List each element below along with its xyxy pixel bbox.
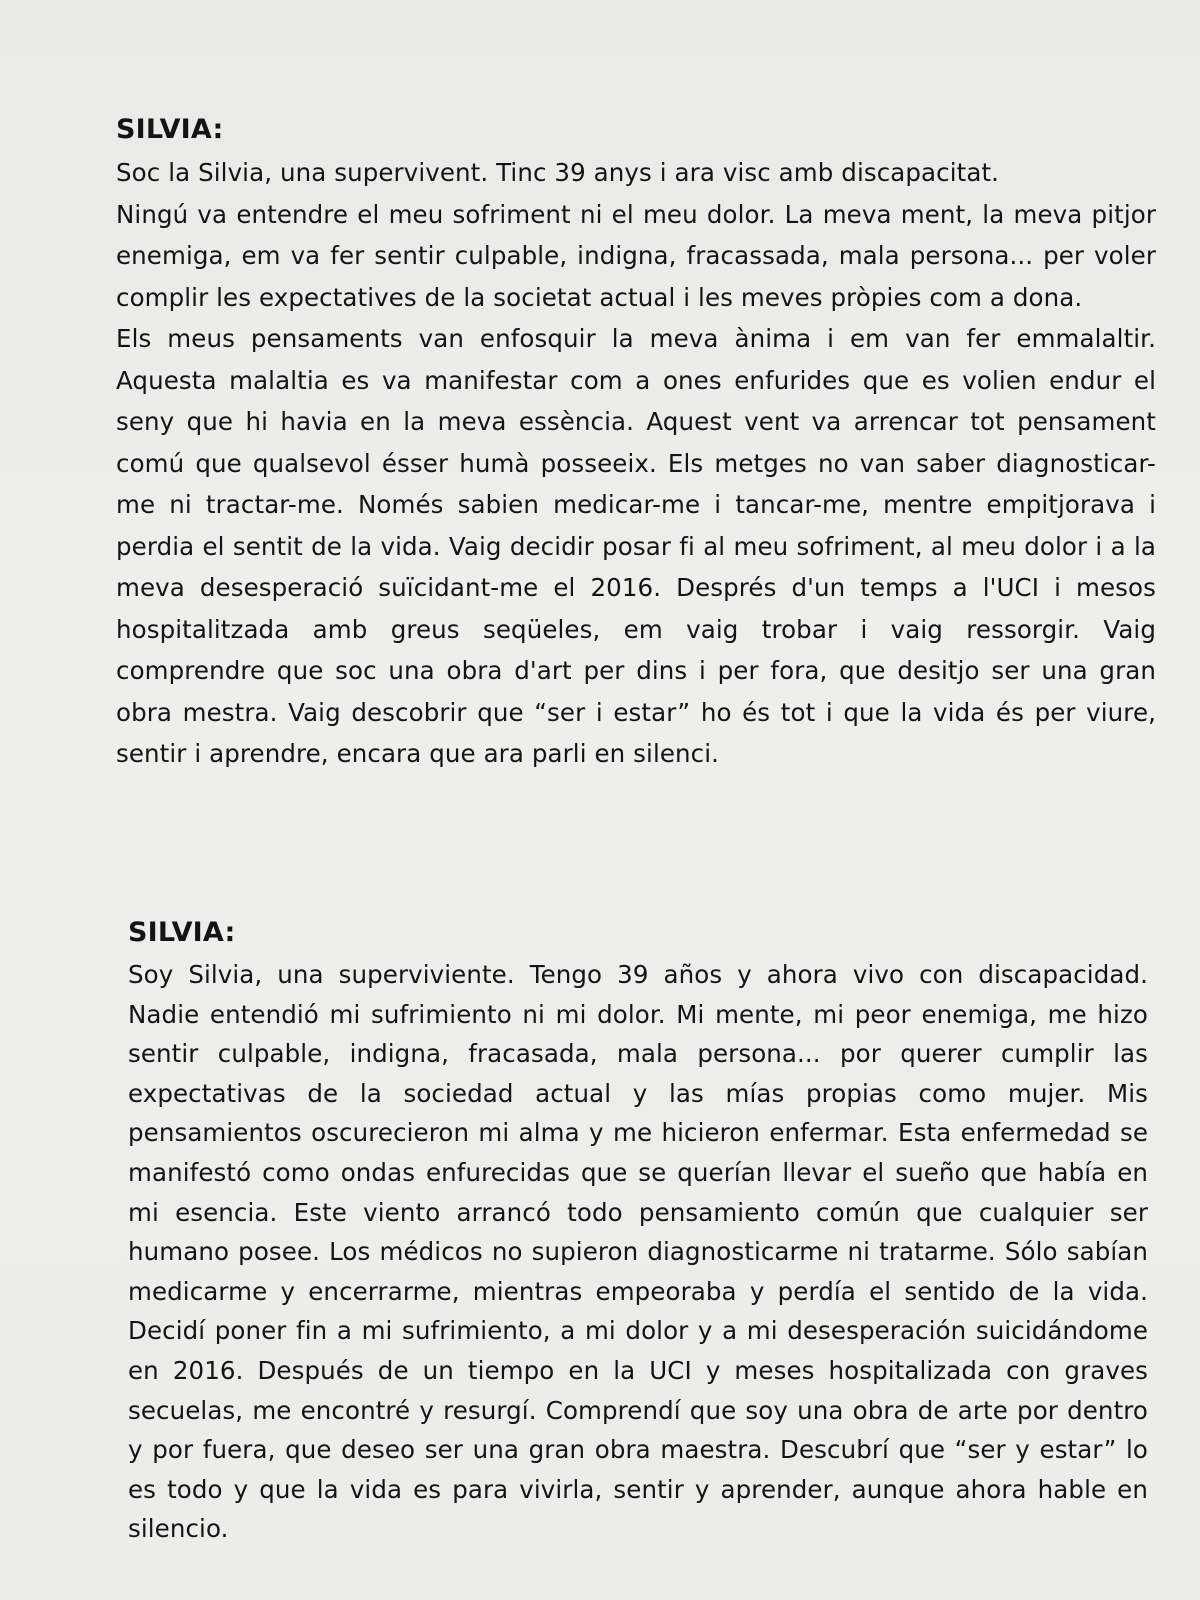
- catalan-paragraph-mind: Ningú va entendre el meu sofriment ni el meu dolor. La meva ment, la meva pitjor enemiga, em va fer sentir culpable, indigna, fracassada, mala persona... per voler complir les expectatives de la societat actual i les meves pròpies com a dona.: [116, 199, 1156, 312]
- catalan-paragraph-intro: Soc la Silvia, una supervivent. Tinc 39 anys i ara visc amb discapacitat.: [116, 158, 1000, 187]
- catalan-heading: SILVIA:: [116, 114, 224, 145]
- catalan-section: [116, 112, 1156, 775]
- spanish-section: [128, 915, 1148, 1549]
- spanish-heading: SILVIA:: [128, 917, 236, 948]
- spanish-paragraph: Soy Silvia, una superviviente. Tengo 39 años y ahora vivo con discapacidad. Nadie entendió mi sufrimiento ni mi dolor. Mi mente, mi peor enemiga, me hizo sentir culpable, indigna, fracasada, mala persona... por querer cumplir las expectativas de la sociedad actual y las mías propias como mujer. Mis pensamientos oscurecieron mi alma y me hicieron enfermar. Esta enfermedad se manifestó como ondas enfurecidas que se querían llevar el sueño que había en mi esencia. Este viento arrancó todo pensamiento común que cualquier ser humano posee. Los médicos no supieron diagnosticarme ni tratarme. Sólo sabían medicarme y encerrarme, mientras empeoraba y perdía el sentido de la vida. Decidí poner fin a mi sufrimiento, a mi dolor y a mi desesperación suicidándome en 2016. Después de un tiempo en la UCI y meses hospitalizada con graves secuelas, me encontré y resurgí. Comprendí que soy una obra de arte por dentro y por fuera, que deseo ser una gran obra maestra. Descubrí que “ser y estar” lo es todo y que la vida es para vivirla, sentir y aprender, aunque ahora hable en silencio.: [128, 960, 1148, 1544]
- catalan-paragraph-story: Els meus pensaments van enfosquir la meva ànima i em van fer emmalaltir. Aquesta malaltia es va manifestar com a ones enfurides que es volien endur el seny que hi havia en la meva essència. Aquest vent va arrencar tot pensament comú que qualsevol ésser humà posseeix. Els metges no van saber diagnosticar-me ni tractar-me. Només sabien medicar-me i tancar-me, mentre empitjorava i perdia el sentit de la vida. Vaig decidir posar fi al meu sofriment, al meu dolor i a la meva desesperació suïcidant-me el 2016. Després d'un temps a l'UCI i mesos hospitalitzada amb greus seqüeles, em vaig trobar i vaig ressorgir. Vaig comprendre que soc una obra d'art per dins i per fora, que desitjo ser una gran obra mestra. Vaig descobrir que “ser i estar” ho és tot i que la vida és per viure, sentir i aprendre, encara que ara parli en silenci.: [116, 324, 1156, 768]
